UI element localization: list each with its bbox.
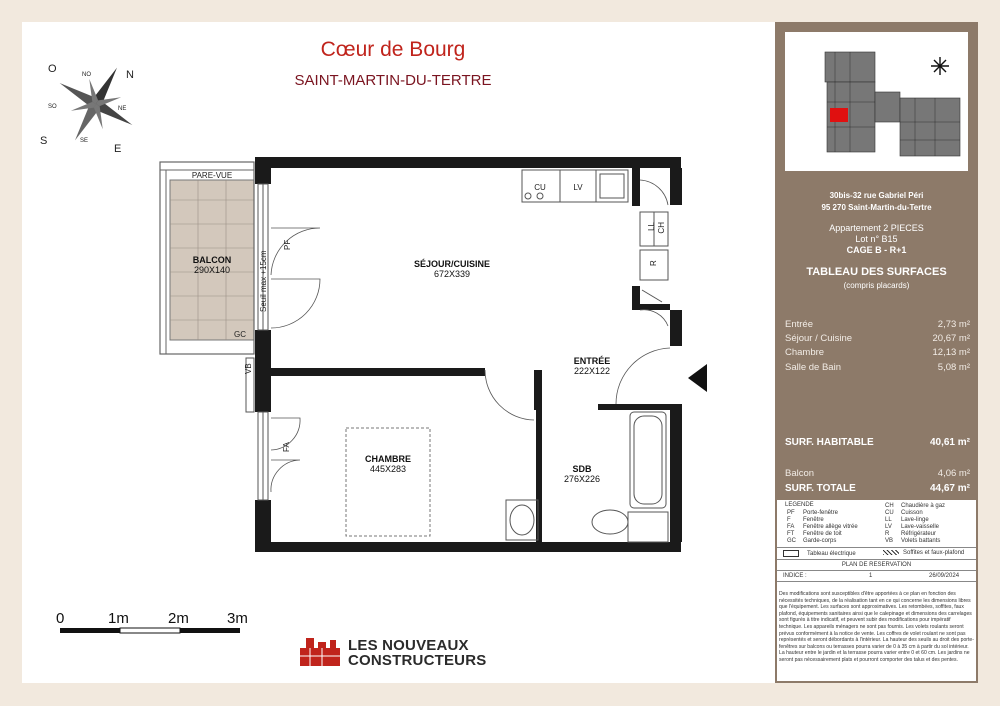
surface-value: 5,08 m² [937, 362, 970, 373]
ll-label: LL [647, 222, 656, 231]
logo-line-2: CONSTRUCTEURS [348, 652, 487, 669]
lot-highlight [830, 108, 848, 122]
balcon-row [785, 468, 970, 479]
room-dims-chambre: 445X283 [369, 464, 407, 474]
surface-row [785, 319, 970, 330]
logo-line-1: LES NOUVEAUX [348, 637, 469, 654]
scale-label-3m: 3m [227, 610, 248, 627]
legend-item: CU Cuisson [885, 510, 923, 516]
legend-item: VB Volets battants [885, 538, 941, 544]
pf-label: PF [283, 239, 292, 250]
legend-item: FT Fenêtre de toit [787, 531, 842, 537]
surface-row [785, 333, 970, 344]
apartment-type: Appartement 2 PIECES [829, 223, 924, 233]
page-title: Cœur de Bourg [320, 38, 466, 61]
plan-reservation-title: PLAN DE RESERVATION [841, 562, 912, 568]
habitable-value: 40,61 m² [929, 437, 970, 448]
legend-item: GC Garde-corps [787, 538, 837, 544]
room-name-sejour: SÉJOUR/CUISINE [413, 259, 491, 269]
compass-so: SO [48, 104, 57, 110]
legend-item: CH Chaudière à gaz [885, 503, 946, 509]
total-value: 44,67 m² [929, 483, 970, 494]
tableau-electrique-item: Tableau électrique [783, 550, 856, 557]
legend-item: FA Fenêtre allège vitrée [787, 524, 858, 530]
surface-label: Entrée [785, 319, 813, 330]
surface-label: Chambre [785, 347, 825, 358]
soffites-icon [883, 550, 899, 555]
ch-label: CH [657, 222, 666, 234]
indice-label: INDICE : [783, 573, 807, 579]
compass-ne: NE [118, 106, 127, 112]
legend-item: PF Porte-fenêtre [787, 510, 839, 516]
room-dims-balcon: 290X140 [193, 265, 231, 275]
address-line-2: 95 270 Saint-Martin-du-Tertre [821, 203, 932, 212]
indice-value: 1 [869, 573, 873, 579]
address-line-1: 30bis-32 rue Gabriel Péri [829, 191, 924, 200]
surface-value: 2,73 m² [937, 319, 970, 330]
legend-box [777, 500, 976, 681]
legend-title: LEGENDE [785, 502, 814, 508]
total-label: SURF. TOTALE [785, 483, 856, 494]
seuil-label: Seuil max +15cm [259, 250, 268, 312]
habitable-row [785, 437, 970, 448]
scale-label-0: 0 [56, 610, 65, 627]
compass-no: NO [82, 72, 91, 78]
surface-label: Salle de Bain [785, 362, 841, 373]
plan-date: 26/09/2024 [929, 573, 960, 579]
surface-value: 12,13 m² [932, 347, 970, 358]
company-logo-icon [300, 638, 340, 666]
room-name-balcon: BALCON [192, 255, 232, 265]
compass-o: O [48, 63, 57, 75]
lot-number: Lot n° B15 [855, 234, 898, 244]
building-key-plan [785, 32, 968, 171]
surface-row [785, 347, 970, 358]
soffites-item: Soffites et faux-plafond [883, 550, 964, 556]
balcon-label: Balcon [785, 468, 815, 479]
cu-label: CU [534, 183, 546, 192]
balcon-value: 4,06 m² [937, 468, 970, 479]
legend-item: F Fenêtre [787, 517, 824, 523]
legend-item: LL Lave-linge [885, 517, 929, 523]
pare-vue-label: PARE-VUE [191, 171, 233, 180]
vb-label: VB [244, 363, 253, 374]
scale-label-1m: 1m [108, 610, 129, 627]
scale-label-2m: 2m [168, 610, 189, 627]
compass-n: N [126, 69, 134, 81]
total-row [785, 483, 970, 494]
room-name-chambre: CHAMBRE [365, 454, 411, 464]
disclaimer-text: Des modifications sont susceptibles d'être apportées à ce plan en fonction des nécessités techniques, de la réalisation tant en ce qui concerne les dimensions libres que l'équipement. Les surfaces sont approximatives. Les retombées, soffites, faux plafond, équipements sanitaires ainsi que le calepinage et dimensions des carrelages sont figurés à titre indicatif, et peuvent subir des modifications pour impératif technique. Les appareils ménagers ne sont pas fournis. Les volets roulants seront prévus conformément à la notice de vente. Les coffres de volet roulant ne sont pas représentés et seront débordants à l'intérieur. La hauteur des seuils au droit des porte-fenêtres sur balcons ou terrasses pourra varier de 0 à 35 cm à partir du sol intérieur. La hauteur entre le jardin et la terrasse pourra varier entre 0 et 60 cm. Les jardins ne seront pas nécessairement plats et pourront comporter des talus et des pentes. [779, 591, 974, 663]
compass-se: SE [80, 138, 89, 144]
legend-item: R Réfrigérateur [885, 531, 937, 537]
stair-floor: CAGE B - R+1 [846, 245, 907, 255]
info-panel [775, 22, 978, 683]
room-dims-sdb: 276X226 [563, 474, 601, 484]
company-logo-text [348, 638, 486, 668]
compass-s: S [40, 135, 48, 147]
room-name-sdb: SDB [572, 464, 592, 474]
surface-row [785, 362, 970, 373]
table-subtitle: (compris placards) [843, 281, 910, 290]
room-name-entree: ENTRÉE [573, 356, 611, 366]
gc-label: GC [234, 330, 246, 339]
surface-value: 20,67 m² [932, 333, 970, 344]
r-label: R [649, 260, 658, 266]
legend-item: LV Lave-vaisselle [885, 524, 940, 530]
fa-label: FA [282, 442, 291, 452]
habitable-label: SURF. HABITABLE [785, 437, 874, 448]
tableau-electrique-icon [783, 550, 799, 557]
compass-e: E [114, 143, 122, 155]
lv-label: LV [573, 183, 583, 192]
table-title: TABLEAU DES SURFACES [806, 266, 947, 278]
room-dims-entree: 222X122 [573, 366, 611, 376]
page-subtitle: SAINT-MARTIN-DU-TERTRE [294, 72, 492, 89]
scale-bar [60, 628, 240, 633]
mini-compass-icon [931, 57, 949, 75]
surface-label: Séjour / Cuisine [785, 333, 853, 344]
room-dims-sejour: 672X339 [433, 269, 471, 279]
